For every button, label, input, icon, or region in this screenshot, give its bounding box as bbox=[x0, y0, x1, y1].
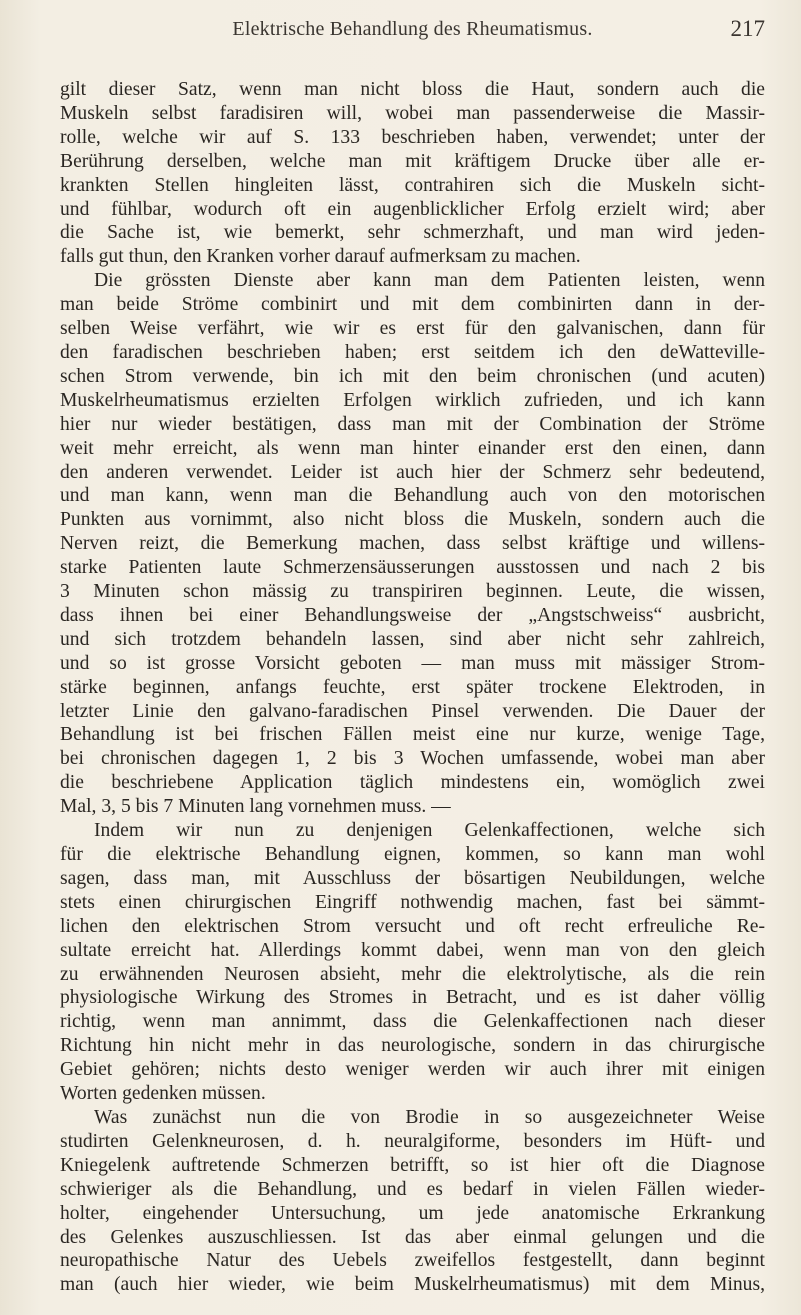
text-line: stets einen chirurgischen Eingriff nothwendig machen, fast bei sämmt- bbox=[60, 891, 765, 913]
text-line: und man kann, wenn man die Behandlung auch von den motorischen bbox=[60, 485, 765, 507]
text-line: 3 Minuten schon mässig zu transpiriren beginnen. Leute, die wissen, bbox=[60, 581, 765, 603]
text-line: Punkten aus vornimmt, also nicht bloss die Muskeln, sondern auch die bbox=[60, 509, 765, 531]
text-line: schen Strom verwende, bin ich mit den beim chronischen (und acuten) bbox=[60, 365, 765, 387]
text-line: bei chronischen dagegen 1, 2 bis 3 Wochen umfassende, wobei man aber bbox=[60, 748, 765, 770]
text-line: rolle, welche wir auf S. 133 beschrieben haben, verwendet; unter der bbox=[60, 126, 765, 148]
text-line: für die elektrische Behandlung eignen, kommen, so kann man wohl bbox=[60, 844, 765, 865]
text-line: gilt dieser Satz, wenn man nicht bloss die Haut, sondern auch die bbox=[60, 79, 765, 100]
text-line: krankten Stellen hingleiten lässt, contrahiren sich die Muskeln sicht- bbox=[60, 174, 765, 196]
text-line: und sich trotzdem behandeln lassen, sind aber nicht sehr zahlreich, bbox=[60, 628, 765, 650]
text-line: Die grössten Dienste aber kann man dem Patienten leisten, wenn bbox=[94, 270, 765, 292]
text-line: Nerven reizt, die Bemerkung machen, dass selbst kräftige und willens- bbox=[60, 533, 765, 555]
text-line: lichen den elektrischen Strom versucht und oft recht erfreuliche Re- bbox=[60, 915, 765, 937]
text-line: selben Weise verfährt, wie wir es erst für den galvanischen, dann für bbox=[60, 318, 765, 340]
text-line: letzter Linie den galvano-faradischen Pinsel verwenden. Die Dauer der bbox=[60, 700, 765, 722]
text-line: studirten Gelenkneurosen, d. h. neuralgiforme, besonders im Hüft- und bbox=[60, 1130, 765, 1152]
text-line: den faradischen beschrieben haben; erst seitdem ich den deWatteville- bbox=[60, 341, 765, 363]
text-line: dass ihnen bei einer Behandlungsweise der „Angstschweiss“ ausbricht, bbox=[60, 604, 765, 626]
text-line: sultate erreicht hat. Allerdings kommt dabei, wenn man von den gleich bbox=[60, 939, 765, 961]
text-line: hier nur wieder bestätigen, dass man mit der Combination der Ströme bbox=[60, 413, 765, 435]
text-line: man (auch hier wieder, wie beim Muskelrheumatismus) mit dem Minus, bbox=[60, 1274, 765, 1296]
text-line: und fühlbar, wodurch oft ein augenblicklicher Erfolg erzielt wird; aber bbox=[60, 198, 765, 220]
text-line: Muskeln selbst faradisiren will, wobei man passenderweise die Massir- bbox=[60, 102, 765, 124]
text-line: stärke beginnen, anfangs feuchte, erst später trockene Elektroden, in bbox=[60, 676, 765, 698]
text-line: Richtung hin nicht mehr in das neurologische, sondern in das chirurgische bbox=[60, 1035, 765, 1057]
text-line: Mal, 3, 5 bis 7 Minuten lang vornehmen muss. — bbox=[60, 796, 451, 818]
page-header bbox=[60, 18, 765, 48]
text-line: weit mehr erreicht, als wenn man hinter einander erst den einen, dann bbox=[60, 437, 765, 459]
text-line: Was zunächst nun die von Brodie in so ausgezeichneter Weise bbox=[94, 1106, 765, 1128]
text-line: falls gut thun, den Kranken vorher darauf aufmerksam zu machen. bbox=[60, 246, 581, 268]
text-line: die Sache ist, wie bemerkt, sehr schmerzhaft, und man wird jeden- bbox=[60, 222, 765, 244]
text-line: physiologische Wirkung des Stromes in Betracht, und es ist daher völlig bbox=[60, 987, 765, 1009]
text-line: des Gelenkes auszuschliessen. Ist das aber einmal gelungen und die bbox=[60, 1226, 765, 1248]
text-line: neuropathische Natur des Uebels zweifellos festgestellt, dann beginnt bbox=[60, 1250, 765, 1272]
text-line: den anderen verwendet. Leider ist auch hier der Schmerz sehr bedeutend, bbox=[60, 461, 765, 483]
running-title: Elektrische Behandlung des Rheumatismus. bbox=[232, 18, 593, 40]
text-line: starke Patienten laute Schmerzensäusserungen ausstossen und nach 2 bis bbox=[60, 557, 765, 579]
text-line: holter, eingehender Untersuchung, um jede anatomische Erkrankung bbox=[60, 1202, 765, 1224]
text-line: die beschriebene Application täglich mindestens ein, womöglich zwei bbox=[60, 772, 765, 794]
text-line: sagen, dass man, mit Ausschluss der bösartigen Neubildungen, welche bbox=[60, 867, 765, 889]
text-line: Worten gedenken müssen. bbox=[60, 1083, 266, 1105]
text-line: zu erwähnenden Neurosen absieht, mehr die elektrolytische, als die rein bbox=[60, 963, 765, 985]
page-number: 217 bbox=[730, 16, 765, 41]
text-line: schwieriger als die Behandlung, und es bedarf in vielen Fällen wieder- bbox=[60, 1178, 765, 1200]
text-line: Behandlung ist bei frischen Fällen meist eine nur kurze, wenige Tage, bbox=[60, 724, 765, 746]
text-line: Berührung derselben, welche man mit kräftigem Drucke über alle er- bbox=[60, 150, 765, 172]
text-line: Muskelrheumatismus erzielten Erfolgen wirklich zufrieden, und ich kann bbox=[60, 389, 765, 411]
text-line: Kniegelenk auftretende Schmerzen betrifft, so ist hier oft die Diagnose bbox=[60, 1154, 765, 1176]
text-line: richtig, wenn man annimmt, dass die Gelenkaffectionen nach dieser bbox=[60, 1011, 765, 1033]
text-line: Indem wir nun zu denjenigen Gelenkaffectionen, welche sich bbox=[94, 820, 765, 842]
text-line: und so ist grosse Vorsicht geboten — man muss mit mässiger Strom- bbox=[60, 652, 765, 674]
body-text bbox=[60, 78, 765, 1297]
text-line: Gebiet gehören; nichts desto weniger werden wir auch ihrer mit einigen bbox=[60, 1059, 765, 1081]
text-line: man beide Ströme combinirt und mit dem combinirten dann in der- bbox=[60, 294, 765, 316]
